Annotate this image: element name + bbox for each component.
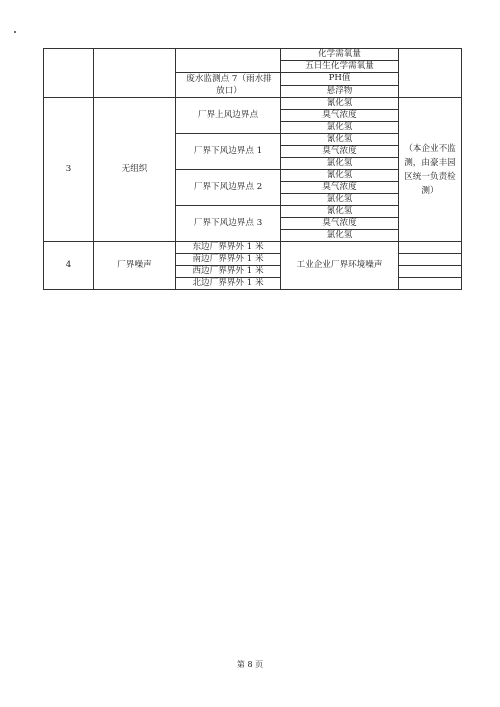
note-cell-empty: [399, 242, 462, 254]
point-cell: 厂界下风边界点 1: [176, 134, 281, 170]
item-cell: 臭气浓度: [281, 110, 399, 122]
category-cell-empty: [94, 49, 176, 98]
note-cell-empty: [399, 254, 462, 266]
item-cell: 氯化氢: [281, 122, 399, 134]
item-cell: 氰化氢: [281, 206, 399, 218]
point-cell-empty: [176, 49, 281, 73]
category-cell: 无组织: [94, 98, 176, 242]
category-cell: 厂界噪声: [94, 242, 176, 290]
point-cell: 废水监测点 7（雨水排放口）: [176, 73, 281, 98]
point-cell: 厂界上风边界点: [176, 98, 281, 134]
item-cell: 臭气浓度: [281, 182, 399, 194]
point-cell: 厂界下风边界点 2: [176, 170, 281, 206]
scan-speck: [14, 31, 16, 33]
item-cell: 化学需氧量: [281, 49, 399, 61]
item-cell: 工业企业厂界环境噪声: [281, 242, 399, 290]
no-cell-empty: [44, 49, 94, 98]
table-row: [44, 242, 462, 254]
item-cell: 臭气浓度: [281, 218, 399, 230]
point-cell: 东边厂界界外 1 米: [176, 242, 281, 254]
table-row: [44, 49, 462, 61]
note-cell-empty: [399, 278, 462, 290]
item-cell: 氯化氢: [281, 194, 399, 206]
note-cell-empty: [399, 49, 462, 98]
note-cell: （本企业不监测，由豪丰园区统一负责检测）: [399, 98, 462, 242]
item-cell: 氯化氢: [281, 158, 399, 170]
item-cell: 氰化氢: [281, 134, 399, 146]
point-cell: 北边厂界界外 1 米: [176, 278, 281, 290]
item-cell: 氯化氢: [281, 230, 399, 242]
item-cell: 臭气浓度: [281, 146, 399, 158]
page-number: 第 8 页: [236, 660, 264, 669]
table-row: [44, 98, 462, 110]
item-cell: PH值: [281, 73, 399, 86]
item-cell: 悬浮物: [281, 85, 399, 98]
point-cell: 南边厂界界外 1 米: [176, 254, 281, 266]
item-cell: 五日生化学需氧量: [281, 61, 399, 73]
note-cell-empty: [399, 266, 462, 278]
monitoring-table: [43, 48, 462, 290]
no-cell: 3: [44, 98, 94, 242]
no-cell: 4: [44, 242, 94, 290]
point-cell: 厂界下风边界点 3: [176, 206, 281, 242]
item-cell: 氰化氢: [281, 170, 399, 182]
item-cell: 氰化氢: [281, 98, 399, 110]
point-cell: 西边厂界界外 1 米: [176, 266, 281, 278]
